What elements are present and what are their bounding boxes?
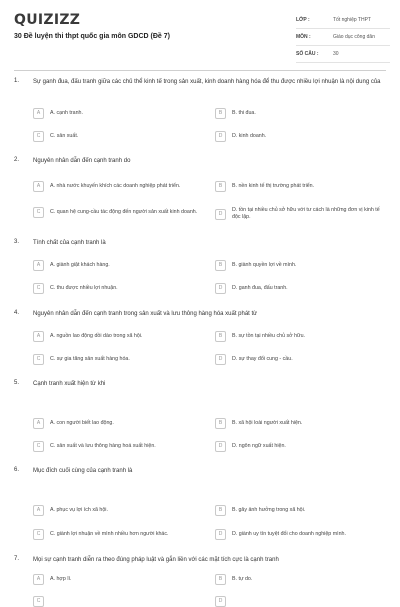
- answer-option-d[interactable]: [215, 354, 385, 365]
- answer-option-c[interactable]: [33, 131, 203, 142]
- answer-option-d[interactable]: [215, 283, 385, 294]
- meta-row-class: [296, 14, 390, 29]
- option-text: C. giành lợi nhuận về mình nhiều hơn người khác.: [50, 531, 169, 537]
- answer-option-b[interactable]: [215, 505, 385, 516]
- option-letter-box: D: [215, 209, 226, 220]
- answer-option-d[interactable]: [215, 441, 385, 452]
- option-letter-box: C: [33, 131, 44, 142]
- question-number: 7.: [14, 556, 20, 562]
- answer-option-c[interactable]: [33, 529, 203, 540]
- question-number: 6.: [14, 467, 20, 473]
- answer-option-b[interactable]: [215, 574, 385, 585]
- option-text: C. quan hệ cung-cầu tác động đến người sản xuất kinh doanh.: [50, 209, 198, 215]
- option-text: C. sự gia tăng sản xuất hàng hóa.: [50, 356, 130, 362]
- answer-option-d[interactable]: [215, 131, 385, 142]
- question-number: 3.: [14, 239, 20, 245]
- answer-option-c[interactable]: [33, 354, 203, 365]
- meta-row-subject: [296, 31, 390, 46]
- answer-option-c[interactable]: [33, 441, 203, 452]
- option-text: A. phục vụ lợi ích xã hội.: [50, 507, 108, 513]
- option-letter-box: C: [33, 441, 44, 452]
- option-text: B. nền kinh tế thị trường phát triển.: [232, 183, 315, 189]
- option-text: B. giành quyền lợi về mình.: [232, 262, 297, 268]
- option-text: A. cạnh tranh.: [50, 110, 83, 116]
- answer-option-a[interactable]: [33, 505, 203, 516]
- option-text: B. gây ảnh hưởng trong xã hội.: [232, 507, 306, 513]
- option-text: C. thu được nhiều lợi nhuận.: [50, 285, 118, 291]
- option-letter-box: C: [33, 596, 44, 607]
- option-letter-box: D: [215, 529, 226, 540]
- answer-option-c[interactable]: [33, 596, 203, 607]
- answer-option-b[interactable]: [215, 260, 385, 271]
- header-divider: [14, 70, 386, 71]
- option-text: D. giành uy tín tuyệt đối cho doanh nghiệp mình.: [232, 531, 346, 537]
- option-letter-box: C: [33, 354, 44, 365]
- option-text: B. xã hội loài người xuất hiện.: [232, 420, 303, 426]
- question-text: Nguyên nhân dẫn đến cạnh tranh trong sản xuất và lưu thông hàng hóa xuất phát từ: [33, 311, 258, 317]
- option-letter-box: B: [215, 331, 226, 342]
- question-number: 2.: [14, 157, 20, 163]
- answer-option-b[interactable]: [215, 108, 385, 119]
- answer-option-a[interactable]: [33, 574, 203, 585]
- question-text: Mục đích cuối cùng của cạnh tranh là: [33, 468, 133, 474]
- option-letter-box: B: [215, 418, 226, 429]
- answer-option-d[interactable]: [215, 596, 385, 607]
- answer-option-a[interactable]: [33, 418, 203, 429]
- option-text: C. sản xuất.: [50, 133, 79, 139]
- answer-option-b[interactable]: [215, 331, 385, 342]
- option-letter-box: B: [215, 260, 226, 271]
- option-letter-box: B: [215, 505, 226, 516]
- option-letter-box: B: [215, 181, 226, 192]
- option-letter-box: D: [215, 596, 226, 607]
- option-letter-box: D: [215, 283, 226, 294]
- question-number: 5.: [14, 380, 20, 386]
- quizizz-logo: QUIZIZZ: [14, 12, 81, 28]
- answer-option-a[interactable]: [33, 108, 203, 119]
- answer-option-a[interactable]: [33, 331, 203, 342]
- option-letter-box: A: [33, 331, 44, 342]
- option-text: D. ngôn ngữ xuất hiện.: [232, 443, 286, 449]
- option-letter-box: B: [215, 574, 226, 585]
- meta-key: LỚP :: [296, 17, 310, 23]
- question-text: Nguyên nhân dẫn đến cạnh tranh do: [33, 158, 131, 164]
- meta-row-count: [296, 48, 390, 63]
- option-text: B. thi đua.: [232, 110, 256, 116]
- meta-key: SỐ CÂU :: [296, 51, 319, 57]
- question-text: Sự ganh đua, đấu tranh giữa các chủ thể kinh tế trong sản xuất, kinh doanh hàng hóa để thu được nhiều lợi nhuận là nội dung của: [33, 79, 381, 85]
- meta-value: Tốt nghiệp THPT: [333, 17, 371, 23]
- option-text: A. hợp lí.: [50, 576, 72, 582]
- option-text: B. sự tồn tại nhiều chủ sở hữu.: [232, 333, 305, 339]
- option-letter-box: A: [33, 181, 44, 192]
- option-letter-box: C: [33, 207, 44, 218]
- question-text: Cạnh tranh xuất hiện từ khi: [33, 381, 106, 387]
- option-text: C. sản xuất và lưu thông hàng hoá xuất hiện.: [50, 443, 156, 449]
- answer-option-d[interactable]: [215, 207, 385, 221]
- question-text: Mọi sự cạnh tranh diễn ra theo đúng pháp luật và gắn liền với các mặt tích cực là cạnh tranh: [33, 557, 279, 563]
- answer-option-b[interactable]: [215, 181, 385, 192]
- worksheet-header: [0, 0, 400, 62]
- answer-option-a[interactable]: [33, 181, 203, 192]
- answer-option-c[interactable]: [33, 283, 203, 294]
- question-number: 4.: [14, 310, 20, 316]
- option-letter-box: A: [33, 108, 44, 119]
- meta-key: MÔN :: [296, 34, 311, 40]
- answer-option-b[interactable]: [215, 418, 385, 429]
- option-text: A. con người biết lao động.: [50, 420, 114, 426]
- answer-option-c[interactable]: [33, 207, 203, 218]
- option-letter-box: D: [215, 441, 226, 452]
- option-text: B. tự do.: [232, 576, 253, 582]
- option-letter-box: A: [33, 505, 44, 516]
- option-letter-box: A: [33, 260, 44, 271]
- option-letter-box: D: [215, 354, 226, 365]
- option-letter-box: C: [33, 283, 44, 294]
- meta-value: Giáo dục công dân: [333, 34, 375, 40]
- answer-option-d[interactable]: [215, 529, 385, 540]
- option-letter-box: D: [215, 131, 226, 142]
- option-letter-box: C: [33, 529, 44, 540]
- option-text: A. nhà nước khuyến khích các doanh nghiệp phát triển.: [50, 183, 181, 189]
- option-text: A. giành giật khách hàng.: [50, 262, 110, 268]
- option-text: A. nguồn lao động dồi dào trong xã hội.: [50, 333, 143, 339]
- option-text: D. ganh đua, đấu tranh.: [232, 285, 288, 291]
- option-letter-box: A: [33, 418, 44, 429]
- option-letter-box: A: [33, 574, 44, 585]
- worksheet-meta: [296, 14, 390, 65]
- option-text: D. kinh doanh.: [232, 133, 267, 139]
- meta-value: 30: [333, 51, 339, 57]
- worksheet-title: 30 Đề luyện thi thpt quốc gia môn GDCD (Đề 7): [14, 33, 170, 40]
- option-letter-box: B: [215, 108, 226, 119]
- option-text: D. sự thay đổi cung - cầu.: [232, 356, 293, 362]
- question-number: 1.: [14, 78, 20, 84]
- option-text: D. tồn tại nhiều chủ sở hữu với tư cách là những đơn vị kinh tế độc lập.: [232, 207, 380, 220]
- question-text: Tính chất của cạnh tranh là: [33, 240, 106, 246]
- answer-option-a[interactable]: [33, 260, 203, 271]
